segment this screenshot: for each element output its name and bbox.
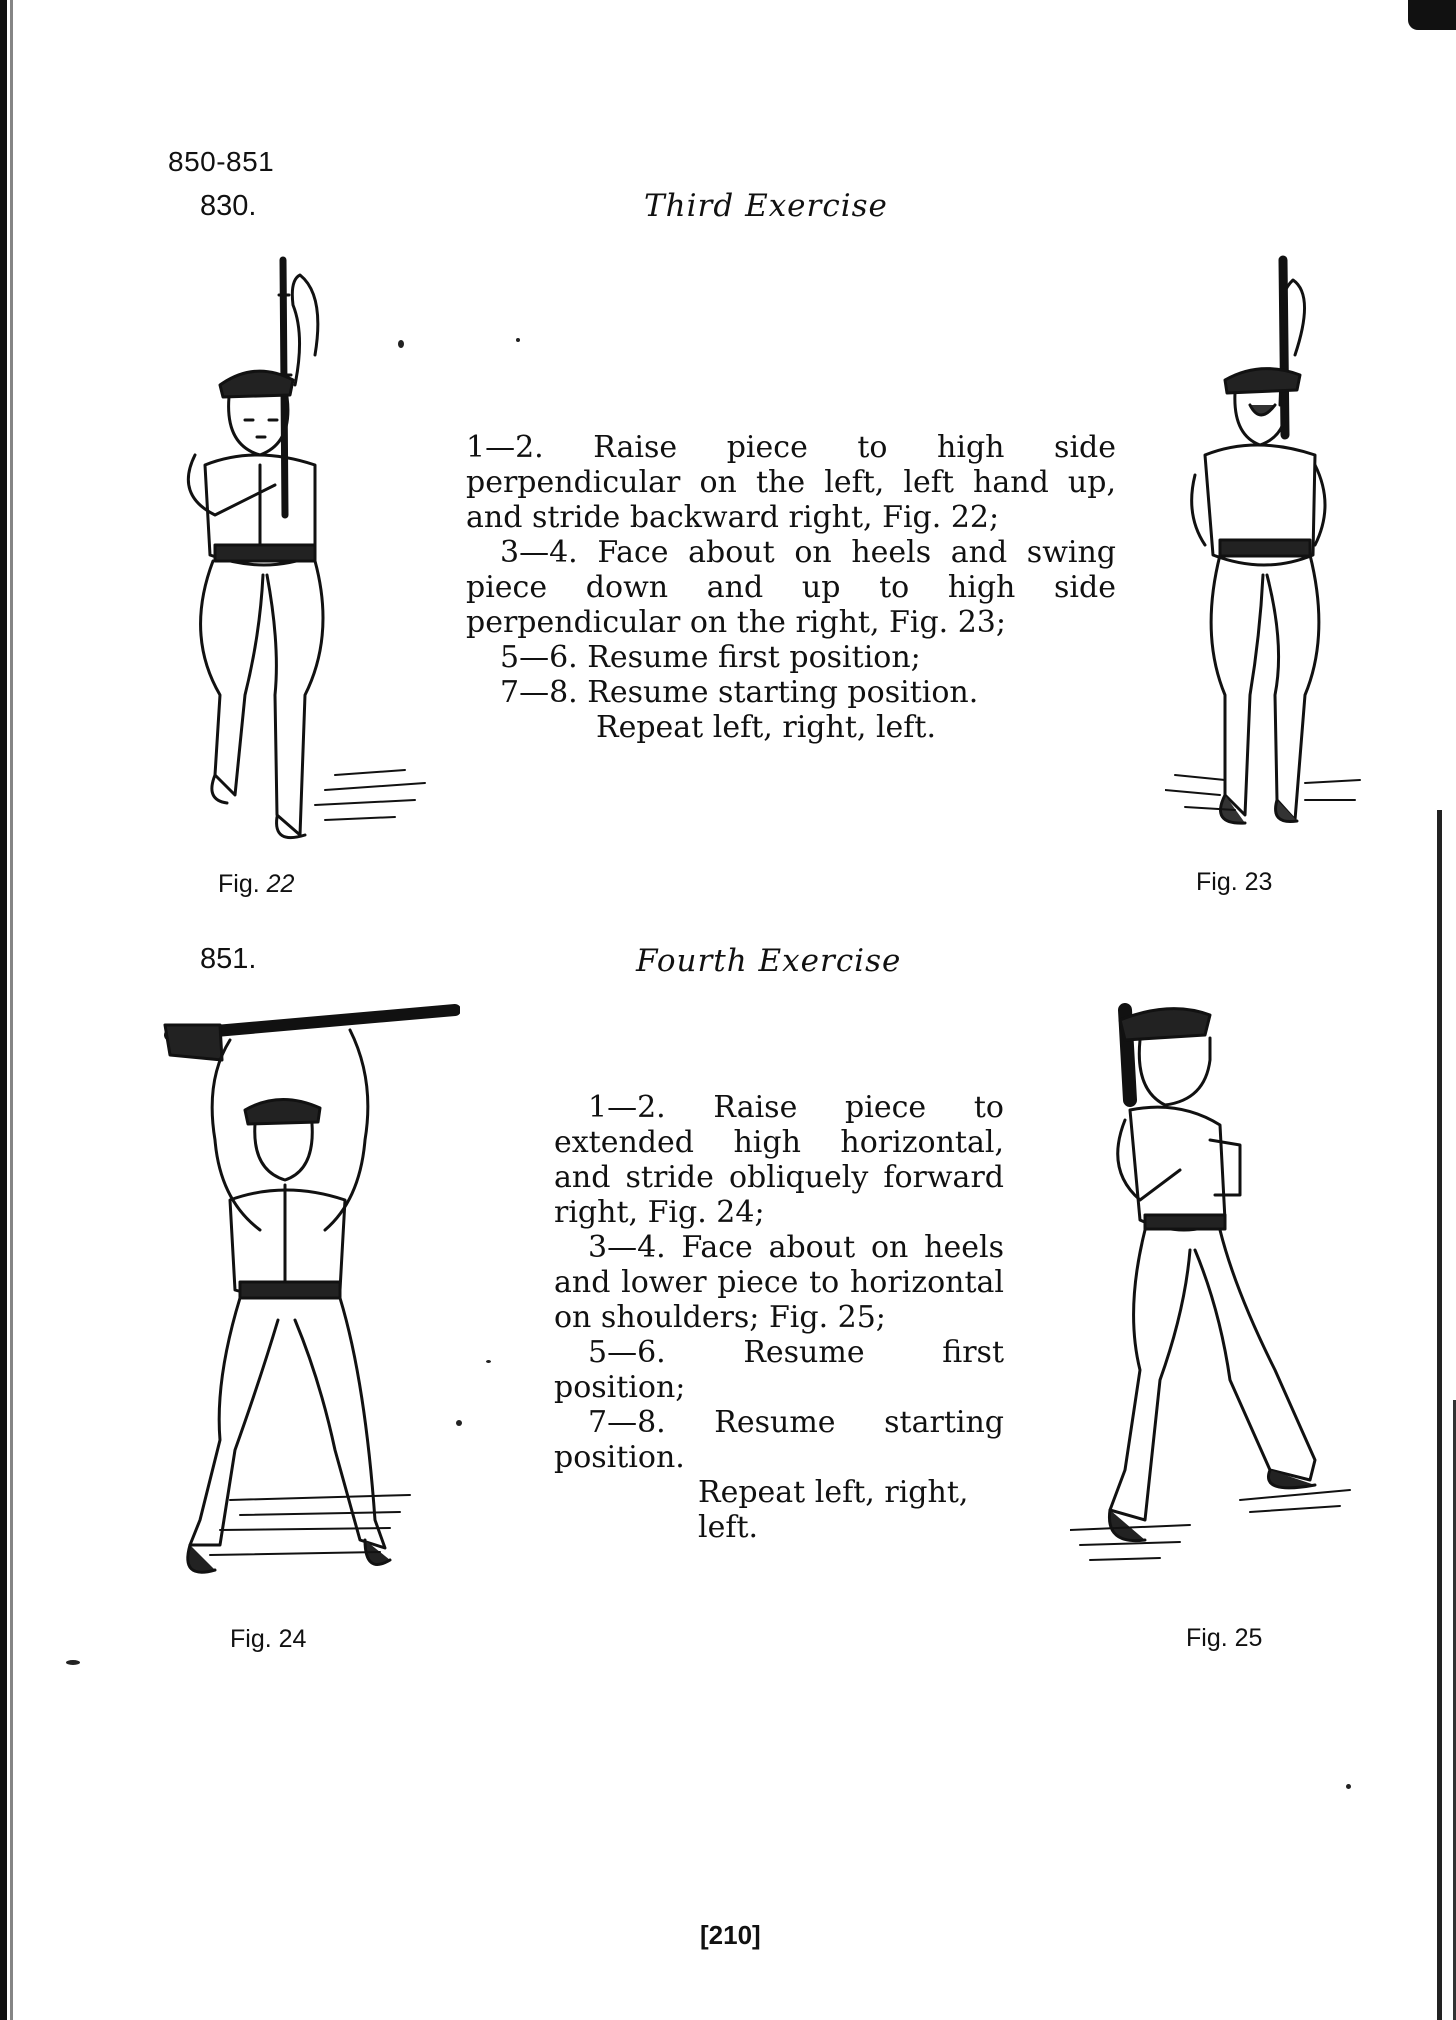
figure-caption [230,1625,306,1654]
figure-25-illustration [1070,990,1360,1600]
scan-edge [10,0,13,2020]
scan-speck [516,338,520,342]
instruction-line: 7—8. Resume starting position. [554,1405,1004,1475]
figure-caption [1186,1624,1262,1653]
instruction-line: 7—8. Resume starting position. [500,675,979,710]
section-number: 830. [200,190,257,222]
scan-speck [486,1360,491,1363]
scan-edge [1437,810,1442,2020]
figure-24-illustration [160,1000,460,1600]
exercise-title: Fourth Exercise [636,943,902,979]
figure-label: Fig. [1186,1624,1228,1652]
scan-edge [0,0,7,2020]
scan-corner-mark [1408,0,1456,30]
instruction-line: 1—2. Raise piece to high side perpendicular on the left, left hand up, and stride backward right, Fig. 22; [466,430,1116,535]
figure-number: 25 [1234,1624,1263,1652]
scan-speck [66,1660,80,1665]
instruction-line: 3—4. Face about on heels and lower piece to horizontal on shoulders; Fig. 25; [554,1230,1004,1335]
scan-speck [1346,1784,1351,1789]
instruction-line: 3—4. Face about on heels and swing piece down and up to high side perpendicular on the right, Fig. 23; [466,535,1116,640]
scan-speck [398,340,404,348]
instruction-line: Repeat left, right, left. [698,1475,969,1545]
page-number: [210] [700,1920,761,1950]
scan-speck [456,1420,462,1426]
figure-caption [218,870,294,899]
instruction-line: 5—6. Resume first position; [554,1335,1004,1405]
figure-number: 23 [1244,868,1273,896]
figure-label: Fig. [1196,868,1238,896]
instruction-line: 5—6. Resume first position; [500,640,921,675]
figure-label: Fig. [230,1625,272,1653]
instruction-line: Repeat left, right, left. [596,710,936,745]
running-head: 850-851 [168,146,275,177]
exercise-instructions [466,430,1116,745]
figure-23-illustration [1165,255,1365,845]
figure-number: 24 [278,1625,307,1653]
exercise-title: Third Exercise [644,188,888,224]
exercise-instructions [554,1090,1004,1545]
figure-label: Fig. [218,870,260,898]
figure-caption [1196,868,1272,897]
figure-number: 22 [266,870,295,898]
instruction-line: 1—2. Raise piece to extended high horizontal, and stride obliquely forward right, Fig. 24; [554,1090,1004,1230]
section-number: 851. [200,943,257,975]
